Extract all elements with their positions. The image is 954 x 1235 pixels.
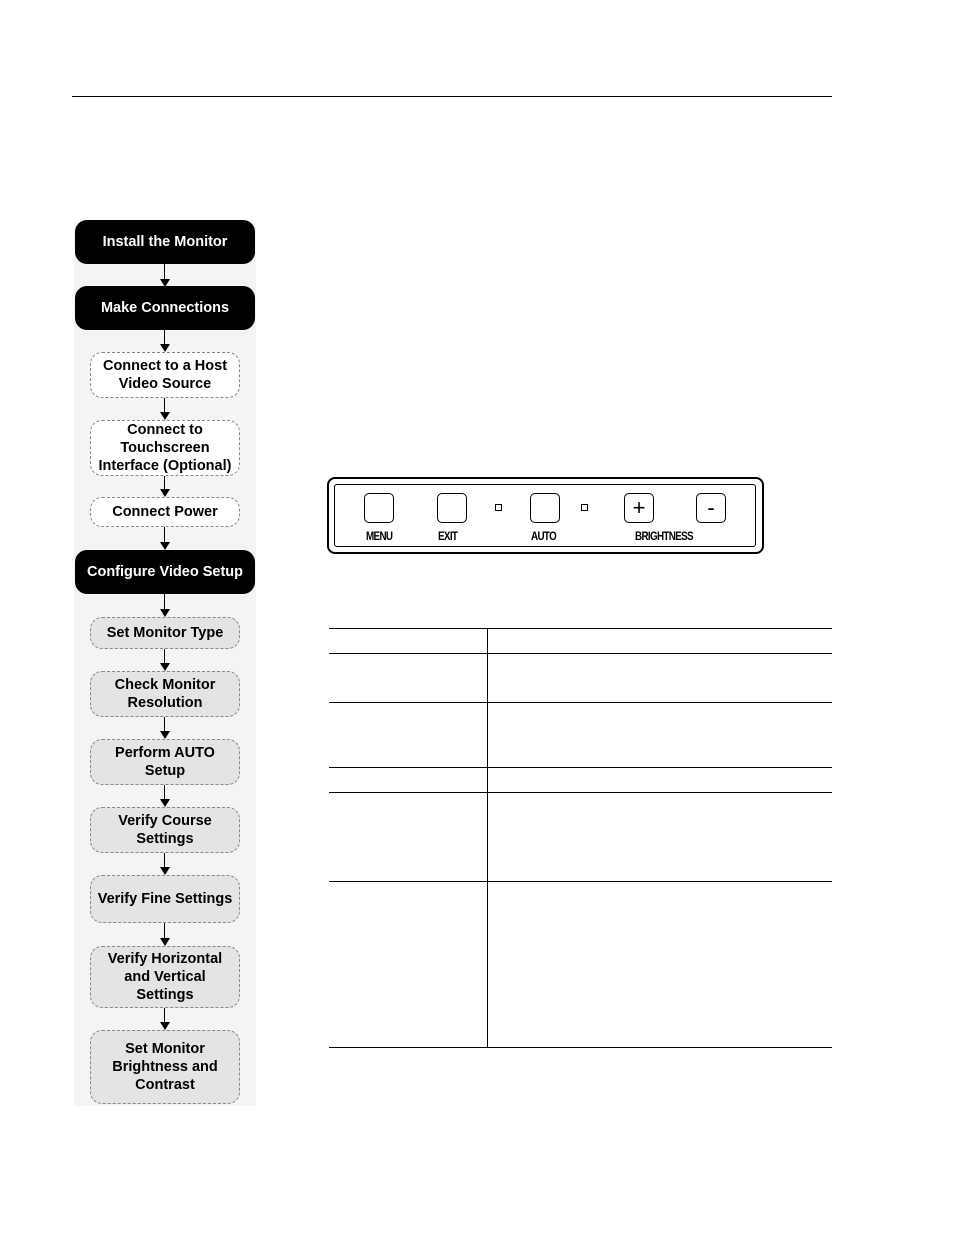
led-indicator-icon — [495, 504, 502, 511]
table-rule — [329, 792, 832, 793]
table-rule — [329, 881, 832, 882]
flow-step-brightness-contrast: Set Monitor Brightness and Contrast — [90, 1030, 240, 1104]
arrow-down-icon — [160, 938, 170, 946]
flow-connector — [164, 264, 165, 279]
flow-step-connect-power: Connect Power — [90, 497, 240, 527]
flow-step-verify-fine: Verify Fine Settings — [90, 875, 240, 923]
exit-button — [437, 493, 467, 523]
header-rule — [72, 96, 832, 97]
arrow-down-icon — [160, 663, 170, 671]
flow-connector — [164, 398, 165, 412]
arrow-down-icon — [160, 609, 170, 617]
arrow-down-icon — [160, 867, 170, 875]
table-rule — [329, 653, 832, 654]
menu-button-label: MENU — [366, 529, 393, 543]
brightness-label: BRIGHTNESS — [635, 529, 693, 543]
arrow-down-icon — [160, 799, 170, 807]
led-indicator-icon — [581, 504, 588, 511]
table-column-divider — [487, 628, 488, 1048]
flow-step-auto-setup: Perform AUTO Setup — [90, 739, 240, 785]
flow-connector — [164, 717, 165, 731]
flow-connector — [164, 853, 165, 867]
flow-step-verify-course: Verify Course Settings — [90, 807, 240, 853]
table-rule — [329, 702, 832, 703]
arrow-down-icon — [160, 489, 170, 497]
flow-connector — [164, 649, 165, 663]
flow-step-configure-video: Configure Video Setup — [75, 550, 255, 594]
table-rule — [329, 1047, 832, 1048]
brightness-plus-button — [624, 493, 654, 523]
minus-icon: - — [707, 495, 715, 520]
flow-step-connect-host-video: Connect to a Host Video Source — [90, 352, 240, 398]
arrow-down-icon — [160, 731, 170, 739]
auto-button — [530, 493, 560, 523]
flow-connector — [164, 476, 165, 489]
table-rule — [329, 767, 832, 768]
flow-step-set-monitor-type: Set Monitor Type — [90, 617, 240, 649]
exit-button-label: EXIT — [438, 529, 458, 543]
flow-step-check-resolution: Check Monitor Resolution — [90, 671, 240, 717]
flow-connector — [164, 594, 165, 609]
arrow-down-icon — [160, 542, 170, 550]
auto-button-label: AUTO — [531, 529, 557, 543]
flow-connector — [164, 923, 165, 938]
arrow-down-icon — [160, 344, 170, 352]
flow-step-make-connections: Make Connections — [75, 286, 255, 330]
flow-step-install-monitor: Install the Monitor — [75, 220, 255, 264]
flow-step-connect-touchscreen: Connect to Touchscreen Interface (Optional) — [90, 420, 240, 476]
brightness-minus-button — [696, 493, 726, 523]
flow-step-verify-horizontal-vertical: Verify Horizontal and Vertical Settings — [90, 946, 240, 1008]
flow-connector — [164, 785, 165, 799]
table-rule — [329, 628, 832, 629]
arrow-down-icon — [160, 412, 170, 420]
flow-connector — [164, 1008, 165, 1022]
flow-connector — [164, 527, 165, 542]
menu-button — [364, 493, 394, 523]
flow-connector — [164, 330, 165, 344]
arrow-down-icon — [160, 1022, 170, 1030]
plus-icon: + — [632, 495, 646, 520]
